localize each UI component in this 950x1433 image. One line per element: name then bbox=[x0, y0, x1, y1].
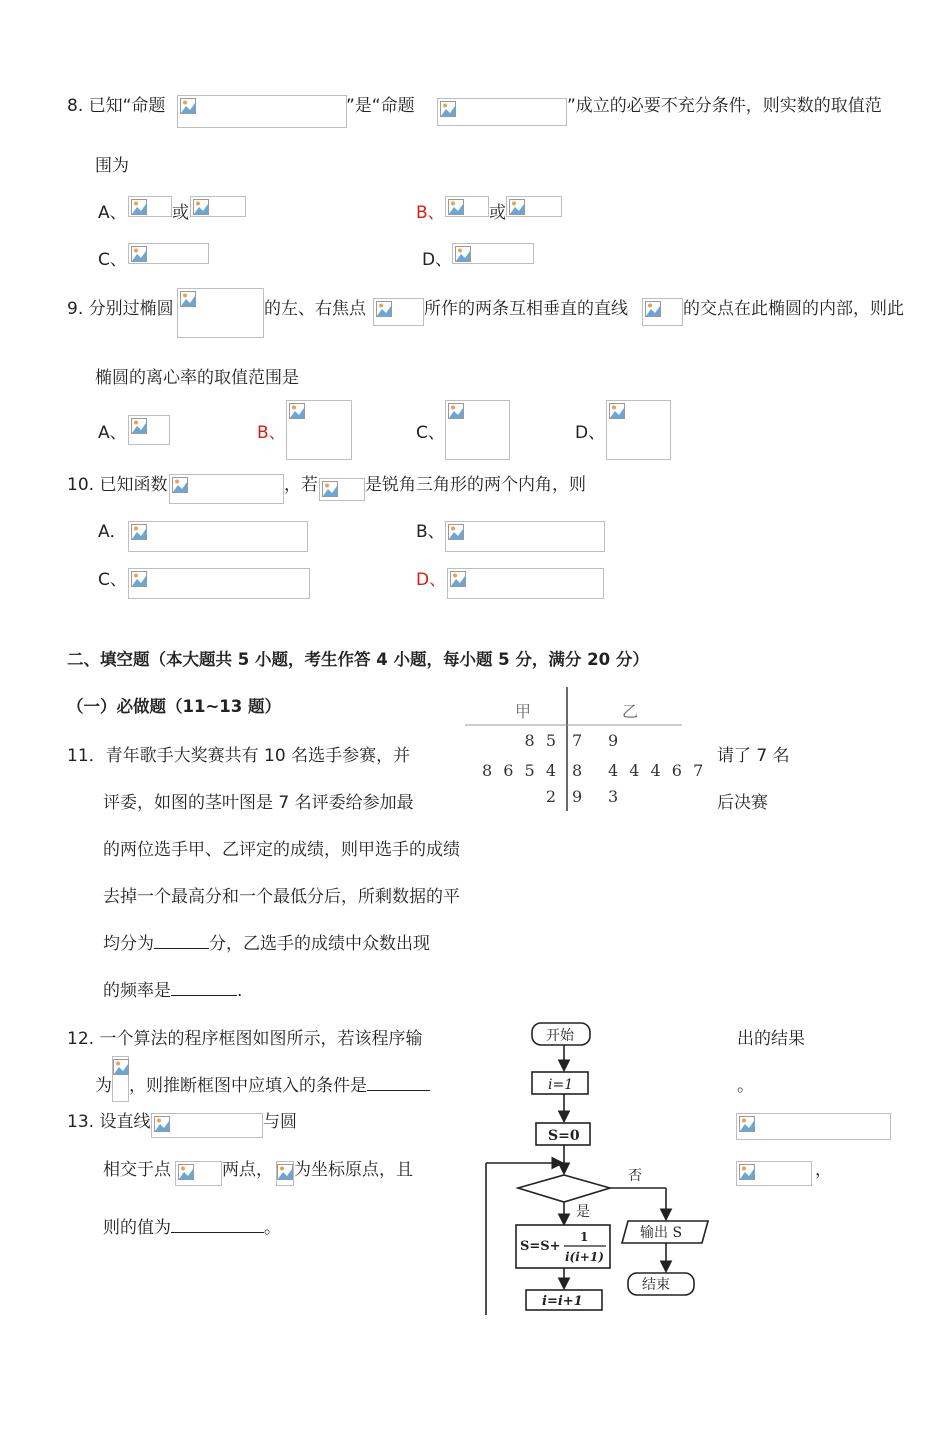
q12-line2 bbox=[129, 1071, 430, 1096]
formula-image-placeholder bbox=[447, 568, 604, 599]
end-label: 结束 bbox=[642, 1277, 670, 1293]
q8-line1 bbox=[67, 91, 165, 116]
formula-image-placeholder bbox=[276, 1161, 294, 1186]
q13-text-b: 与圆 bbox=[263, 1112, 297, 1132]
q8-option-d-label: D、 bbox=[422, 250, 453, 270]
init-s-label: S=0 bbox=[548, 1128, 580, 1144]
formula-image-placeholder bbox=[319, 478, 365, 501]
broken-image-icon bbox=[448, 199, 464, 215]
formula-image-placeholder bbox=[128, 415, 170, 445]
broken-image-icon bbox=[450, 571, 466, 587]
q9-option-a-label: A、 bbox=[98, 423, 127, 443]
formula-image-placeholder bbox=[642, 298, 683, 326]
q11-line2: 评委，如图的茎叶图是 7 名评委给参加最 bbox=[103, 793, 414, 813]
q12-text-b: ，则推断框图中应填入的条件是 bbox=[129, 1076, 367, 1096]
q9-line2: 椭圆的离心率的取值范围是 bbox=[95, 368, 299, 388]
q12-line2-right: 。 bbox=[737, 1076, 754, 1096]
broken-image-icon bbox=[131, 199, 147, 215]
q13-text-c: 相交于点 bbox=[103, 1160, 171, 1180]
broken-image-icon bbox=[448, 403, 464, 419]
broken-image-icon bbox=[739, 1164, 755, 1180]
q9-text-c: 所作的两条互相垂直的直线 bbox=[424, 299, 628, 319]
q11-line4: 去掉一个最高分和一个最低分后，所剩数据的平 bbox=[103, 887, 460, 907]
formula-image-placeholder bbox=[452, 243, 534, 264]
broken-image-icon bbox=[277, 1164, 293, 1180]
q13-line3 bbox=[103, 1213, 281, 1238]
q12-line1: 12. 一个算法的程序框图如图所示，若该程序输 bbox=[67, 1029, 423, 1049]
leaf-left-row: 2 bbox=[545, 787, 556, 806]
formula-image-placeholder bbox=[128, 521, 308, 552]
header-right: 乙 bbox=[622, 702, 639, 721]
formula-image-placeholder bbox=[445, 400, 510, 460]
stem-leaf-plot bbox=[440, 685, 720, 813]
broken-image-icon bbox=[645, 301, 661, 317]
q13-text-f: 则的值为 bbox=[103, 1218, 171, 1238]
yes-label: 是 bbox=[576, 1204, 590, 1220]
q11-line5-a: 均分为 bbox=[103, 934, 154, 954]
section-title: 二、填空题（本大题共 5 小题，考生作答 4 小题，每小题 5 分，满分 20 分） bbox=[67, 650, 649, 669]
q9-text-a: 9. 分别过椭圆 bbox=[67, 299, 174, 319]
q8-or: 或 bbox=[172, 203, 189, 223]
q11-line6-b: . bbox=[237, 981, 243, 1001]
broken-image-icon bbox=[448, 524, 464, 540]
q13-text-e: 为坐标原点，且 bbox=[294, 1160, 413, 1180]
formula-image-placeholder bbox=[445, 521, 605, 552]
q13-text-g: 。 bbox=[264, 1218, 281, 1238]
q9-option-d-label: D、 bbox=[575, 423, 606, 443]
q12-line1-right: 出的结果 bbox=[737, 1029, 805, 1049]
formula-image-placeholder bbox=[736, 1113, 891, 1140]
q8-line2: 围为 bbox=[95, 156, 129, 176]
q10-text-a: 10. 已知函数 bbox=[67, 475, 168, 495]
leaf-right-row: 9 bbox=[608, 731, 619, 750]
answer-blank bbox=[367, 1089, 430, 1091]
stem-value: 7 bbox=[572, 731, 583, 750]
formula-image-placeholder bbox=[373, 298, 424, 326]
broken-image-icon bbox=[322, 481, 338, 497]
leaf-left-row: 8 6 5 4 bbox=[482, 761, 556, 780]
formula-image-placeholder bbox=[112, 1056, 129, 1102]
q10-option-d-label: D、 bbox=[416, 570, 447, 590]
decision-diamond bbox=[518, 1175, 610, 1202]
q9-option-b-label: B、 bbox=[257, 423, 286, 443]
q10-option-c-label: C、 bbox=[98, 570, 127, 590]
broken-image-icon bbox=[440, 101, 456, 117]
q13-text-a: 13. 设直线 bbox=[67, 1112, 151, 1132]
broken-image-icon bbox=[131, 571, 147, 587]
q8-text-c: ”成立的必要不充分条件，则实数的取值范 bbox=[567, 96, 882, 116]
q9-option-c-label: C、 bbox=[416, 423, 445, 443]
answer-blank bbox=[171, 994, 237, 996]
broken-image-icon bbox=[131, 418, 147, 434]
broken-image-icon bbox=[154, 1116, 170, 1132]
broken-image-icon bbox=[172, 477, 188, 493]
q8-option-a-label: A、 bbox=[98, 203, 127, 223]
q10-text-c: 是锐角三角形的两个内角，则 bbox=[365, 475, 586, 495]
answer-blank bbox=[154, 947, 209, 949]
no-label: 否 bbox=[628, 1168, 642, 1184]
formula-image-placeholder bbox=[506, 196, 562, 217]
q10-text-b: ，若 bbox=[284, 475, 318, 495]
formula-image-placeholder bbox=[606, 400, 671, 460]
formula-image-placeholder bbox=[169, 474, 284, 504]
formula-image-placeholder bbox=[736, 1161, 812, 1186]
header-left: 甲 bbox=[515, 702, 532, 721]
section-subtitle: （一）必做题（11~13 题） bbox=[67, 697, 281, 716]
broken-image-icon bbox=[131, 524, 147, 540]
fraction-numerator: 1 bbox=[580, 1230, 589, 1244]
broken-image-icon bbox=[180, 98, 196, 114]
formula-image-placeholder bbox=[445, 196, 489, 217]
increment-label: i=i+1 bbox=[542, 1294, 583, 1309]
formula-image-placeholder bbox=[175, 1161, 222, 1186]
program-flowchart bbox=[470, 1015, 730, 1320]
update-s-label: S=S+ bbox=[520, 1239, 561, 1254]
formula-image-placeholder bbox=[128, 568, 310, 599]
q8-option-b-label: B、 bbox=[416, 203, 445, 223]
formula-image-placeholder bbox=[286, 400, 352, 460]
broken-image-icon bbox=[193, 199, 209, 215]
formula-image-placeholder bbox=[190, 196, 246, 217]
q11-line3: 的两位选手甲、乙评定的成绩，则甲选手的成绩 bbox=[103, 840, 460, 860]
leaf-right-row: 3 bbox=[608, 787, 619, 806]
formula-image-placeholder bbox=[177, 95, 347, 128]
q8-text-a: 8. 已知“命题 bbox=[67, 96, 166, 116]
q11-line6 bbox=[103, 976, 242, 1001]
q13-text-d: 两点， bbox=[222, 1160, 273, 1180]
formula-image-placeholder bbox=[128, 196, 172, 217]
q11-line1-right: 请了 7 名 bbox=[717, 746, 790, 766]
leaf-right-row: 4 4 4 6 7 bbox=[608, 761, 704, 780]
q11-line2-right: 后决赛 bbox=[717, 793, 768, 813]
q9-text-b: 的左、右焦点 bbox=[264, 299, 366, 319]
broken-image-icon bbox=[180, 291, 196, 307]
leaf-left-row: 8 5 bbox=[524, 731, 556, 750]
broken-image-icon bbox=[289, 403, 305, 419]
q8-or: 或 bbox=[489, 203, 506, 223]
q11-line5 bbox=[103, 929, 430, 954]
broken-image-icon bbox=[113, 1059, 129, 1075]
q12-text-a: 为 bbox=[95, 1076, 112, 1096]
q9-text-d: 的交点在此椭圆的内部，则此 bbox=[683, 299, 904, 319]
broken-image-icon bbox=[609, 403, 625, 419]
broken-image-icon bbox=[739, 1116, 755, 1132]
broken-image-icon bbox=[178, 1164, 194, 1180]
fraction-denominator: i(i+1) bbox=[565, 1250, 604, 1264]
stem-value: 9 bbox=[572, 787, 583, 806]
q13-line2-right: ， bbox=[815, 1160, 832, 1180]
answer-blank bbox=[171, 1231, 264, 1233]
formula-image-placeholder bbox=[177, 288, 264, 338]
q11-line1: 11．青年歌手大奖赛共有 10 名选手参赛，并 bbox=[67, 746, 411, 766]
q10-option-b-label: B、 bbox=[416, 522, 445, 542]
broken-image-icon bbox=[509, 199, 525, 215]
formula-image-placeholder bbox=[151, 1113, 263, 1138]
broken-image-icon bbox=[376, 301, 392, 317]
q11-line5-b: 分，乙选手的成绩中众数出现 bbox=[209, 934, 430, 954]
formula-image-placeholder bbox=[437, 98, 567, 126]
q8-text-b: ”是“命题 bbox=[346, 96, 415, 116]
start-label: 开始 bbox=[546, 1028, 574, 1044]
broken-image-icon bbox=[455, 246, 471, 262]
q8-option-c-label: C、 bbox=[98, 250, 127, 270]
q10-option-a-label: A． bbox=[98, 522, 127, 542]
stem-value: 8 bbox=[572, 761, 583, 780]
broken-image-icon bbox=[131, 246, 147, 262]
q11-line6-a: 的频率是 bbox=[103, 981, 171, 1001]
output-label: 输出 S bbox=[640, 1225, 683, 1241]
init-i-label: i=1 bbox=[548, 1077, 574, 1093]
formula-image-placeholder bbox=[128, 243, 209, 264]
